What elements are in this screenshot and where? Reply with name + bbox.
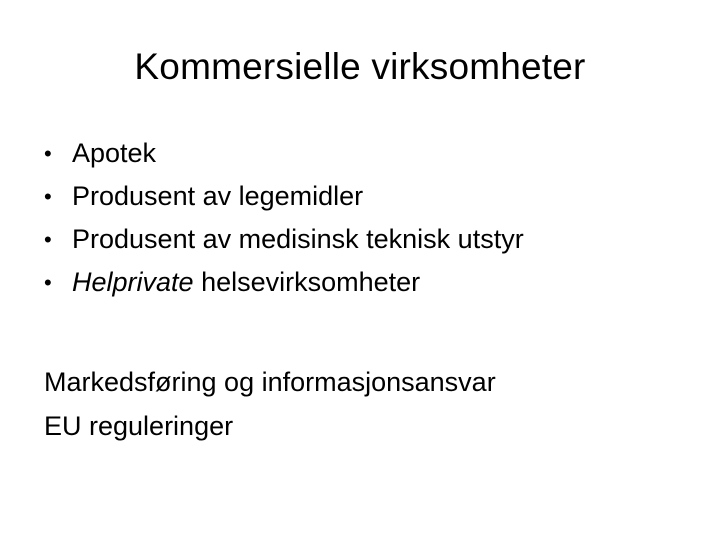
paragraph-block — [44, 360, 496, 448]
bullet-marker: • — [44, 227, 52, 252]
slide-title: Kommersielle virksomheter — [134, 46, 586, 87]
bullet-text: Produsent av medisinsk teknisk utstyr — [72, 224, 524, 254]
bullet-marker: • — [44, 141, 52, 166]
bullet-marker: • — [44, 270, 52, 295]
paragraph-eu-reguleringer: EU reguleringer — [44, 411, 234, 441]
bullet-text-rest: helsevirksomheter — [193, 267, 421, 297]
bullet-text: Produsent av legemidler — [72, 181, 364, 211]
paragraph-markedsforing: Markedsføring og informasjonsansvar — [44, 367, 496, 397]
bullet-text — [72, 261, 420, 304]
bullet-marker: • — [44, 184, 52, 209]
bullet-text: Apotek — [72, 138, 157, 168]
bullet-text-italic: Helprivate — [72, 267, 194, 297]
